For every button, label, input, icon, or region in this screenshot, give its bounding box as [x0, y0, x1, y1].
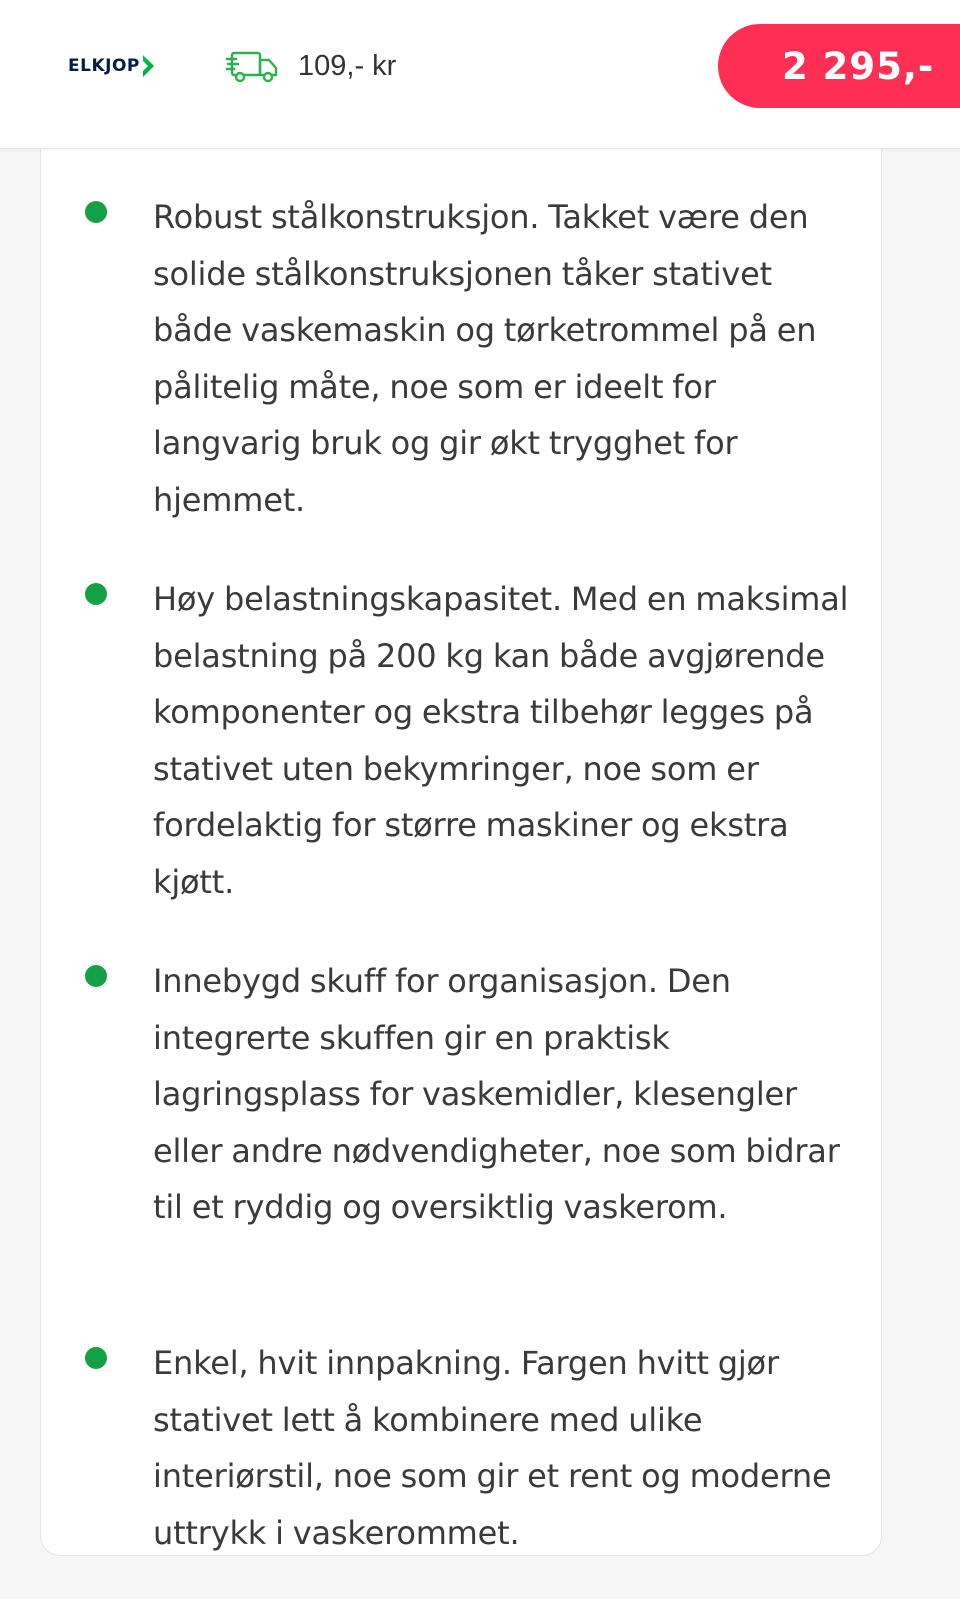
feature-text: Enkel, hvit innpakning. Fargen hvitt gjør stativet lett å kombinere med ulike interiørstil, noe som gir et rent og moderne uttrykk i vaskerommet.	[153, 1344, 832, 1552]
bullet-icon	[85, 1347, 107, 1369]
delivery-price: 109,- kr	[298, 49, 397, 82]
delivery-info	[226, 44, 396, 88]
page-bottom	[0, 1556, 960, 1599]
feature-text: Robust stålkonstruksjon. Takket være den solide stålkonstruksjonen tåker stativet både vaskemaskin og tørketrommel på en pålitelig måte, noe som er ideelt for langvarig bruk og gir økt trygghet for hjemmet.	[153, 198, 817, 519]
feature-text: Innebygd skuff for organisasjon. Den integrerte skuffen gir en praktisk lagringsplass for vaskemidler, klesengler eller andre nødvendigheter, noe som bidrar til et ryddig og oversiktlig vaskerom.	[153, 962, 840, 1227]
logo-chevron-icon	[142, 53, 156, 79]
sticky-header	[0, 0, 960, 149]
elkjop-logo[interactable]	[68, 52, 156, 80]
bullet-icon	[85, 965, 107, 987]
product-description-card	[40, 100, 882, 1556]
buy-price-button[interactable]: 2 295,-	[718, 24, 960, 108]
feature-text: Høy belastningskapasitet. Med en maksimal belastning på 200 kg kan både avgjørende komponenter og ekstra tilbehør legges på stativet uten bekymringer, noe som er fordelaktig for større maskiner og ekstra kjøtt.	[153, 580, 849, 901]
bullet-icon	[85, 583, 107, 605]
logo-wordmark: ELKJOP	[68, 56, 140, 76]
bullet-icon	[85, 201, 107, 223]
truck-icon	[226, 48, 280, 84]
